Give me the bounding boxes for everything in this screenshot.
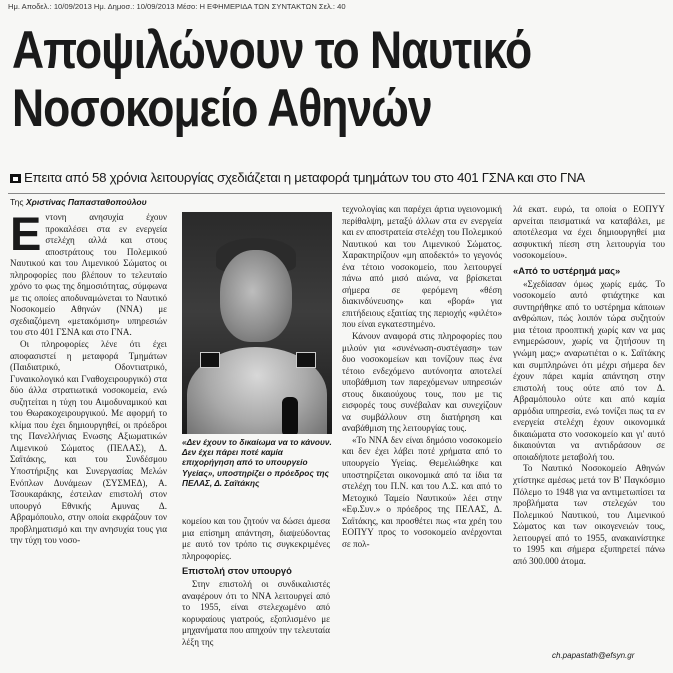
paragraph: λά εκατ. ευρώ, τα οποία ο ΕΟΠΥΥ αρνείται πεισματικά να καταβάλει, με αποτέλεσμα να έχει δημιουργηθεί μια ασφυκτική πίεση στη λειτουργία του νοσοκομείου».	[513, 204, 665, 261]
drop-cap: Ε	[10, 212, 42, 260]
paragraph: «Το ΝΝΑ δεν είναι δημόσιο νοσοκομείο και δεν έχει λάβει ποτέ χρήματα από το υπουργείο Υγείας. Θεμελιώθηκε και υποστηρίζεται οικονομικά από τα ίδια τα στελέχη του Π.Ν. και του Λ.Σ. και από το Μετοχικό Ταμείο Ναυτικού» λέει στην «Εφ.Συν.» ο πρόεδρος της ΠΕΛΑΣ, Δ. Σαϊτάκης, και προσθέτει πως «τα χρέη του ΕΟΠΥΥ προς το νοσοκομείο ανέρχονται σε πολ-	[342, 434, 502, 549]
byline	[10, 197, 170, 207]
photo-caption: «Δεν έχουν το δικαίωμα να το κάνουν. Δεν έχει πάρει ποτέ καμία επιχορήγηση από το υπουργείο Υγείας», υποστηρίζει ο πρόεδρος της ΠΕΛΑΣ, Δ. Σαϊτάκης	[182, 437, 332, 488]
section-heading: «Από το υστέρημά μας»	[513, 264, 621, 276]
paragraph: κομείου και του ζητούν να δώσει άμεσα μια επίσημη απάντηση, διαψεύδοντας με αυτό τον τρόπο τις συγκεκριμένες πληροφορίες.	[182, 516, 330, 561]
author-email: ch.papastath@efsyn.gr	[552, 651, 635, 660]
headline-line-2: Νοσοκομείο Αθηνών	[12, 79, 432, 138]
article-column-3	[342, 204, 502, 666]
byline-author: Χριστίνας Παπασταθοπούλου	[25, 197, 147, 207]
paragraph: τεχνολογίας και παρέχει άρτια υγειονομική περίθαλψη, μεταξύ άλλων στα εν ενεργεία και εν αποστρατεία στελέχη του Πολεμικού Ναυτικού και του Λιμενικού Σώματος. Χαρακτηρίζουν «μη αποδεκτό» το γεγονός ένα τέτοιο νοσοκομείο, που λειτουργεί πάνω από μισό αιώνα, να βρίσκεται σήμερα σε φερόμενη «θέση διακινδύνευσης» και «βορά» για επιτήδειους εξαιτίας της περιοχής «φιλέτο» που είναι εγκατεστημένο.	[342, 204, 502, 330]
paragraph: Εντονη ανησυχία έχουν προκαλέσει στα εν ενεργεία στελέχη αλλά και στους αποστράτους του Πολεμικού Ναυτικού και του Λιμενικού Σώματος οι πληροφορίες που βλέπουν το τελευταίο χρόνο το φως της δημοσιότητας, σύμφωνα με τις οποίες αποδυναμώνεται το Ναυτικό Νοσοκομείο Αθηνών (ΝΝΑ) με σχεδιαζόμενη «μετακόμιση» υπηρεσιών του στο 401 ΓΣΝΑ και στο ΓΝΑ.	[10, 212, 167, 338]
article-column-1	[10, 212, 167, 664]
subheadline-text: Επειτα από 58 χρόνια λειτουργίας σχεδιάζεται η μεταφορά τμημάτων του στο 401 ΓΣΝΑ και στο ΓΝΑ	[24, 170, 585, 185]
rank-insignia-icon	[296, 352, 316, 368]
section-heading: Επιστολή στον υπουργό	[182, 565, 292, 577]
article-column-4	[513, 204, 665, 664]
section-marker-icon	[10, 174, 21, 183]
paragraph: Το Ναυτικό Νοσοκομείο Αθηνών χτίστηκε αμέσως μετά τον Β' Παγκόσμιο Πόλεμο το 1948 για να αντιμετωπίσει τα προβλήματα των στελεχών του Πολεμικού Ναυτικού, του Λιμενικού Σώματος και των οικογενειών τους, λειτουργεί από το 1955, ανακαινίστηκε το 1995 και σήμερα εξυπηρετεί πάνω από 300.000 άτομα.	[513, 463, 665, 566]
rank-insignia-icon	[200, 352, 220, 368]
subheadline	[10, 170, 665, 188]
byline-prefix: Της	[10, 197, 24, 207]
clipping-metadata: Ημ. Αποδελ.: 10/09/2013 Ημ. Δημοσ.: 10/09/2013 Μέσο: Η ΕΦΗΜΕΡΙΔΑ ΤΩΝ ΣΥΝΤΑΚΤΩΝ Σελ.: 40	[8, 2, 346, 11]
divider	[8, 193, 665, 194]
article-column-2	[182, 516, 330, 666]
headline-line-1: Αποψιλώνουν το Ναυτικό	[12, 21, 532, 80]
headline	[12, 22, 558, 138]
paragraph: Οι πληροφορίες λένε ότι έχει αποφασιστεί η μεταφορά Τμημάτων (Παιδιατρικό, Οδοντιατρικό, Γυναικολογικό και Γναθοχειρουργικό) στα δύο άλλα στρατιωτικά νοσοκομεία, ενώ συζητείται η τύχη του Αιμοδυναμικού και του Θωρακοχειρουργικού. Με αφορμή το κλίμα που έχει δημιουργηθεί, οι πρόεδροι της Πανελλήνιας Ενωσης Αξιωματικών Λιμενικού Σώματος (ΠΕΛΑΣ), Δ. Σαϊτάκης, και του Συνδέσμου Υποστήριξης και Συνεργασίας Μελών Ενόπλων Δυνάμεων (ΣΥΣΜΕΔ), Α. Τσουκαράκης, έστειλαν επιστολή στον υπουργό Εθνικής Αμυνας Δ. Αβραμόπουλο, στην οποία εκφράζουν τον προβληματισμό και την ανησυχία τους για την τύχη του νοσο-	[10, 339, 167, 546]
microphone-icon	[282, 397, 298, 434]
paragraph: «Σχεδίασαν όμως χωρίς εμάς. Το νοσοκομείο αυτό φτιάχτηκε και συντηρήθηκε από το υστέρημα κάποιων ανθρώπων, πώς λοιπόν τώρα συζητούν μια τέτοια προοπτική χωρίς καν να μας ενημερώσουν, χωρίς να ζητήσουν τη γνώμη μας;» αναρωτιέται ο κ. Σαϊτάκης και συμπληρώνει ότι μέχρι σήμερα δεν έχουν πάρει καμία απάντηση στην επιστολή τους ούτε από τον Δ. Αβραμόπουλο ούτε και από καμία αρμόδια υπηρεσία, ενώ τονίζει πως τα εν ενεργεία στελέχη έχουν οικονομικά δικαιώματα στο νοσοκομείο και γι' αυτό δικαιούνται να αντιδράσουν σε οποιαδήποτε μεταβολή του.	[513, 278, 665, 462]
paragraph: Κάνουν αναφορά στις πληροφορίες που μιλούν για «συνένωση-συστέγαση» των δυο νοσοκομείων και τονίζουν πως ένα τέτοιο ενδεχόμενο αυτόνοητα αποτελεί υποβάθμιση των παρεχόμενων υπηρεσιών στους δικαιούχους τους, που με τις εισφορές τους συνέβαλαν και συνεχίζουν να συμβάλλουν στη διατήρηση και αναβάθμιση της λειτουργίας τους.	[342, 331, 502, 434]
portrait-photo	[182, 212, 332, 434]
photo-face	[220, 250, 292, 342]
paragraph: Στην επιστολή οι συνδικαλιστές αναφέρουν ότι το ΝΝΑ λειτουργεί από το 1955, είναι στελεχωμένο από κορυφαίους γιατρούς, εξοπλισμένο με μηχανήματα που απηχούν την τελευταία λέξη της	[182, 579, 330, 647]
